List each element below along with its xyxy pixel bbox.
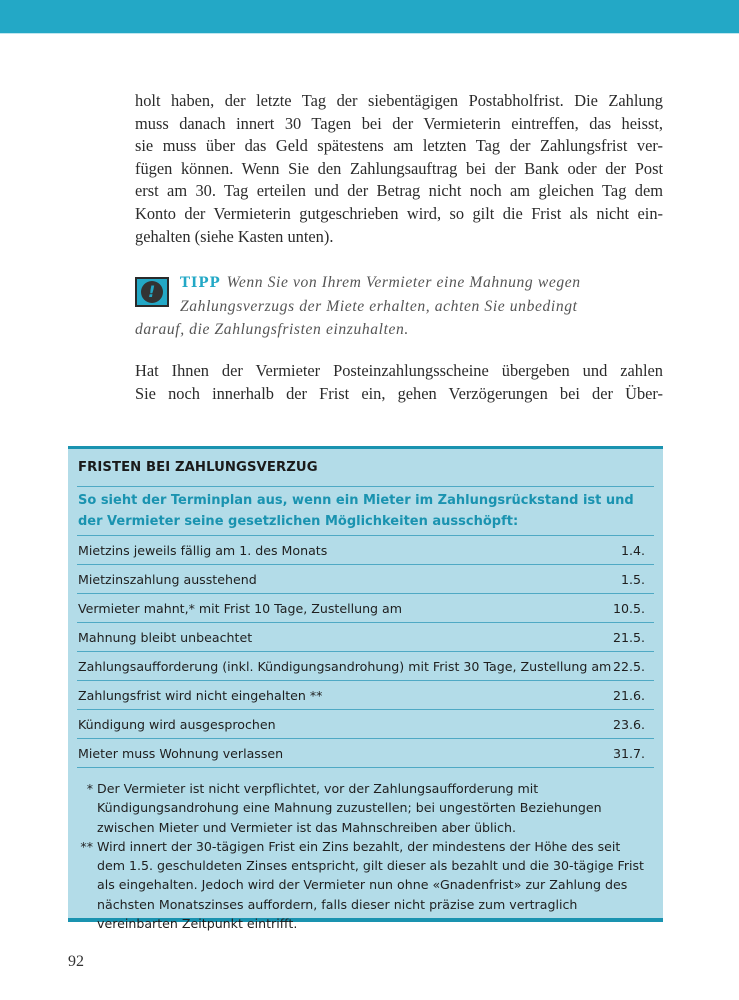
table-row [77,623,654,652]
text-line: erst am 30. Tag erteilen und der Betrag nicht noch am gleichen Tag dem [135,181,663,201]
row-label: Vermieter mahnt,* mit Frist 10 Tage, Zustellung am [78,601,403,616]
page-number: 92 [68,953,84,970]
row-date: 10.5. [612,601,645,616]
text-line: Konto der Vermieterin gutgeschrieben wird, so gilt die Frist als nicht ein- [135,203,663,223]
table-row [77,710,654,739]
row-date: 1.5. [620,572,645,587]
box-subtitle: So sieht der Terminplan aus, wenn ein Mieter im Zahlungsrückstand ist und der Vermieter seine gesetzlichen Möglichkeiten ausschöpft: [78,493,634,529]
text-line: fügen können. Wenn Sie den Zahlungsauftrag bei der Bank oder der Post [135,158,663,178]
table-row [77,536,654,565]
footnote [78,837,648,933]
body-paragraph-2 [135,360,663,405]
tip-line: Zahlungsverzugs der Miete erhalten, achten Sie unbedingt [180,298,578,315]
row-label: Zahlungsaufforderung (inkl. Kündigungsandrohung) mit Frist 30 Tage, Zustellung am [78,659,612,674]
row-date: 21.6. [612,688,645,703]
box-title: FRISTEN BEI ZAHLUNGSVERZUG [78,460,318,475]
deadline-table [77,536,654,768]
footnote-mark: * [86,781,93,796]
row-label: Zahlungsfrist wird nicht eingehalten ** [78,688,323,703]
footnote [78,779,648,837]
exclamation-icon [135,277,169,307]
tip-line: darauf, die Zahlungsfristen einzuhalten. [135,321,409,338]
tip-line [135,271,663,295]
footnote-mark: ** [80,838,93,854]
tip-label: TIPP [180,275,221,291]
text-line: holt haben, der letzte Tag der siebentägigen Postabholfrist. Die Zahlung [135,91,663,110]
divider [77,486,654,487]
exclamation-glyph: ! [141,281,163,303]
table-row [77,739,654,768]
body-paragraph-1 [135,90,663,248]
text-line: Hat Ihnen der Vermieter Posteinzahlungsscheine übergeben und zahlen [135,361,663,380]
row-date: 31.7. [612,746,645,761]
deadline-box [68,446,663,932]
footnote-text: Wird innert der 30-tägigen Frist ein Zins bezahlt, der mindestens der Höhe des seit dem 1.5. geschuldeten Zinses entspricht, gilt dieser als bezahlt und die 30-tägige Frist als eingehalten. Jedoch wird der Vermieter nun ohne «Gnadenfrist» zur Zahlung des nächsten Monatszinses auffordern, falls dieser nicht präzise zum vertraglich vereinbarten Zeitpunkt eintrifft. [97,838,644,932]
row-label: Mieter muss Wohnung verlassen [78,746,284,761]
footnotes [78,779,648,933]
row-label: Mietzins jeweils fällig am 1. des Monats [78,543,328,558]
tip-text: Wenn Sie von Ihrem Vermieter eine Mahnung wegen [226,274,581,291]
table-row [77,565,654,594]
row-date: 1.4. [620,543,645,558]
text-line: sie muss über das Geld spätestens am letzten Tag der Zahlungsfrist ver- [135,136,663,156]
row-label: Mietzinszahlung ausstehend [78,572,257,587]
row-label: Kündigung wird ausgesprochen [78,717,276,732]
row-date: 23.6. [612,717,645,732]
text-line: Sie noch innerhalb der Frist ein, gehen Verzögerungen bei der Über- [135,383,663,403]
table-row [77,652,654,681]
header-band [0,0,739,34]
text-line: gehalten (siehe Kasten unten). [135,226,334,246]
row-date: 22.5. [612,659,645,674]
table-row [77,594,654,623]
table-row [77,681,654,710]
text-line: muss danach innert 30 Tagen bei der Vermieterin eintreffen, das heisst, [135,113,663,133]
row-date: 21.5. [612,630,645,645]
footnote-text: Der Vermieter ist nicht verpflichtet, vor der Zahlungsaufforderung mit Kündigungsandrohung eine Mahnung zuzustellen; bei ungestörten Beziehungen zwischen Mieter und Vermieter ist das Mahnschreiben aber üblich. [97,781,602,835]
tip-callout [135,271,663,341]
row-label: Mahnung bleibt unbeachtet [78,630,253,645]
